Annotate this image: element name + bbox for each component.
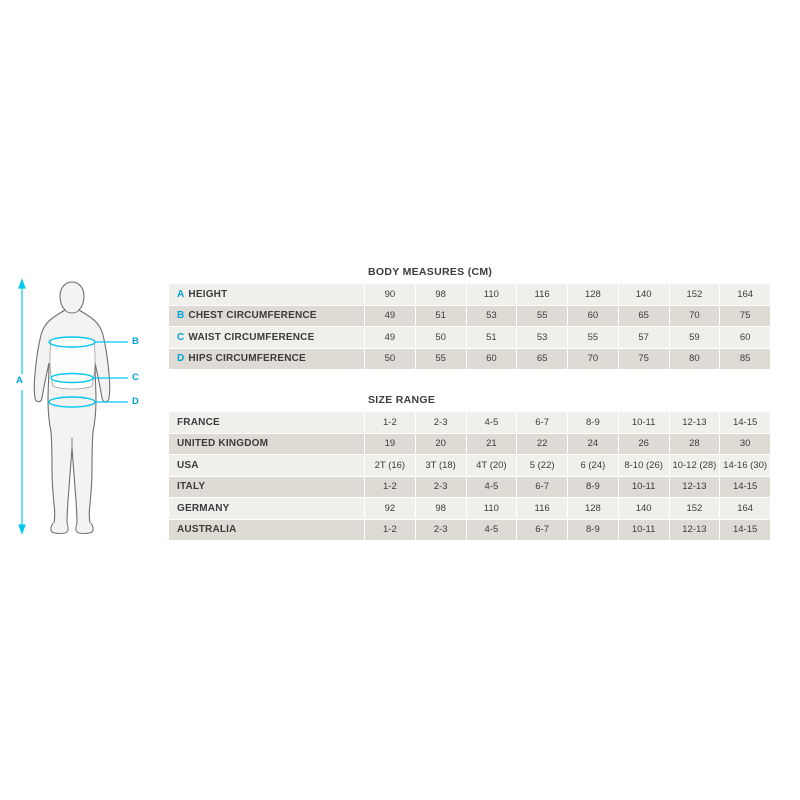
marker-c: C [132,372,139,383]
cell: 110 [466,284,517,306]
row-label-text: WAIST CIRCUMFERENCE [188,331,315,343]
cell: 70 [669,305,720,327]
cell: 164 [720,284,771,306]
row-label-italy: ITALY [169,476,365,498]
cell: 53 [517,327,568,349]
cell: 10-11 [618,412,669,434]
cell: 55 [568,327,619,349]
table-row [169,498,771,520]
cell: 50 [415,327,466,349]
row-label-text: CHEST CIRCUMFERENCE [188,310,317,322]
body-figure-svg [10,262,160,552]
cell: 4-5 [466,476,517,498]
cell: 10-11 [618,519,669,541]
cell: 59 [669,327,720,349]
table-row [169,348,771,370]
cell: 8-10 (26) [618,455,669,477]
cell: 92 [365,498,416,520]
cell: 6-7 [517,412,568,434]
cell: 98 [415,284,466,306]
body-measures-block [168,266,770,370]
cell: 128 [568,498,619,520]
cell: 4-5 [466,519,517,541]
marker-a: A [16,375,23,386]
cell: 55 [415,348,466,370]
table-row [169,476,771,498]
size-range-block [168,394,770,541]
cell: 57 [618,327,669,349]
cell: 3T (18) [415,455,466,477]
row-label-text: HIPS CIRCUMFERENCE [188,353,306,365]
cell: 21 [466,433,517,455]
row-label-united-kingdom: UNITED KINGDOM [169,433,365,455]
row-label-australia: AUSTRALIA [169,519,365,541]
cell: 4T (20) [466,455,517,477]
table-row [169,284,771,306]
cell: 60 [466,348,517,370]
cell: 152 [669,498,720,520]
silhouette-shape [34,282,110,534]
row-label-hips [169,348,365,370]
cell: 8-9 [568,476,619,498]
cell: 1-2 [365,519,416,541]
body-measures-table [168,283,771,370]
cell: 12-13 [669,476,720,498]
row-label-usa: USA [169,455,365,477]
cell: 98 [415,498,466,520]
row-label-germany: GERMANY [169,498,365,520]
cell: 2-3 [415,476,466,498]
cell: 53 [466,305,517,327]
row-label-text: HEIGHT [188,288,228,300]
cell: 75 [720,305,771,327]
size-range-table [168,411,771,541]
cell: 10-11 [618,476,669,498]
table-row [169,305,771,327]
cell: 10-12 (28) [669,455,720,477]
cell: 85 [720,348,771,370]
cell: 164 [720,498,771,520]
cell: 75 [618,348,669,370]
cell: 49 [365,327,416,349]
cell: 2T (16) [365,455,416,477]
cell: 14-15 [720,476,771,498]
cell: 6-7 [517,519,568,541]
cell: 14-15 [720,412,771,434]
row-key: D [177,353,185,365]
row-label-france: FRANCE [169,412,365,434]
marker-d: D [132,396,139,407]
cell: 80 [669,348,720,370]
cell: 14-15 [720,519,771,541]
cell: 65 [517,348,568,370]
cell: 60 [720,327,771,349]
cell: 28 [669,433,720,455]
cell: 152 [669,284,720,306]
cell: 1-2 [365,476,416,498]
row-label-chest [169,305,365,327]
cell: 140 [618,498,669,520]
cell: 1-2 [365,412,416,434]
row-label-height [169,284,365,306]
cell: 140 [618,284,669,306]
cell: 49 [365,305,416,327]
row-key: A [177,288,185,300]
row-label-waist [169,327,365,349]
cell: 5 (22) [517,455,568,477]
cell: 14-16 (30) [720,455,771,477]
cell: 30 [720,433,771,455]
cell: 12-13 [669,412,720,434]
cell: 51 [415,305,466,327]
table-row [169,412,771,434]
row-key: B [177,310,185,322]
cell: 128 [568,284,619,306]
cell: 70 [568,348,619,370]
cell: 116 [517,284,568,306]
cell: 6-7 [517,476,568,498]
cell: 24 [568,433,619,455]
body-measures-title: BODY MEASURES (CM) [368,266,493,278]
cell: 110 [466,498,517,520]
table-row [169,455,771,477]
cell: 6 (24) [568,455,619,477]
body-diagram [10,262,160,552]
cell: 26 [618,433,669,455]
cell: 8-9 [568,519,619,541]
cell: 12-13 [669,519,720,541]
cell: 2-3 [415,412,466,434]
cell: 65 [618,305,669,327]
cell: 116 [517,498,568,520]
table-row [169,433,771,455]
cell: 50 [365,348,416,370]
height-arrow [19,280,25,533]
cell: 22 [517,433,568,455]
size-range-title: SIZE RANGE [368,394,436,406]
marker-b: B [132,336,139,347]
cell: 51 [466,327,517,349]
cell: 4-5 [466,412,517,434]
cell: 8-9 [568,412,619,434]
cell: 19 [365,433,416,455]
table-row [169,327,771,349]
cell: 90 [365,284,416,306]
cell: 2-3 [415,519,466,541]
table-row [169,519,771,541]
row-key: C [177,331,185,343]
cell: 60 [568,305,619,327]
cell: 20 [415,433,466,455]
cell: 55 [517,305,568,327]
